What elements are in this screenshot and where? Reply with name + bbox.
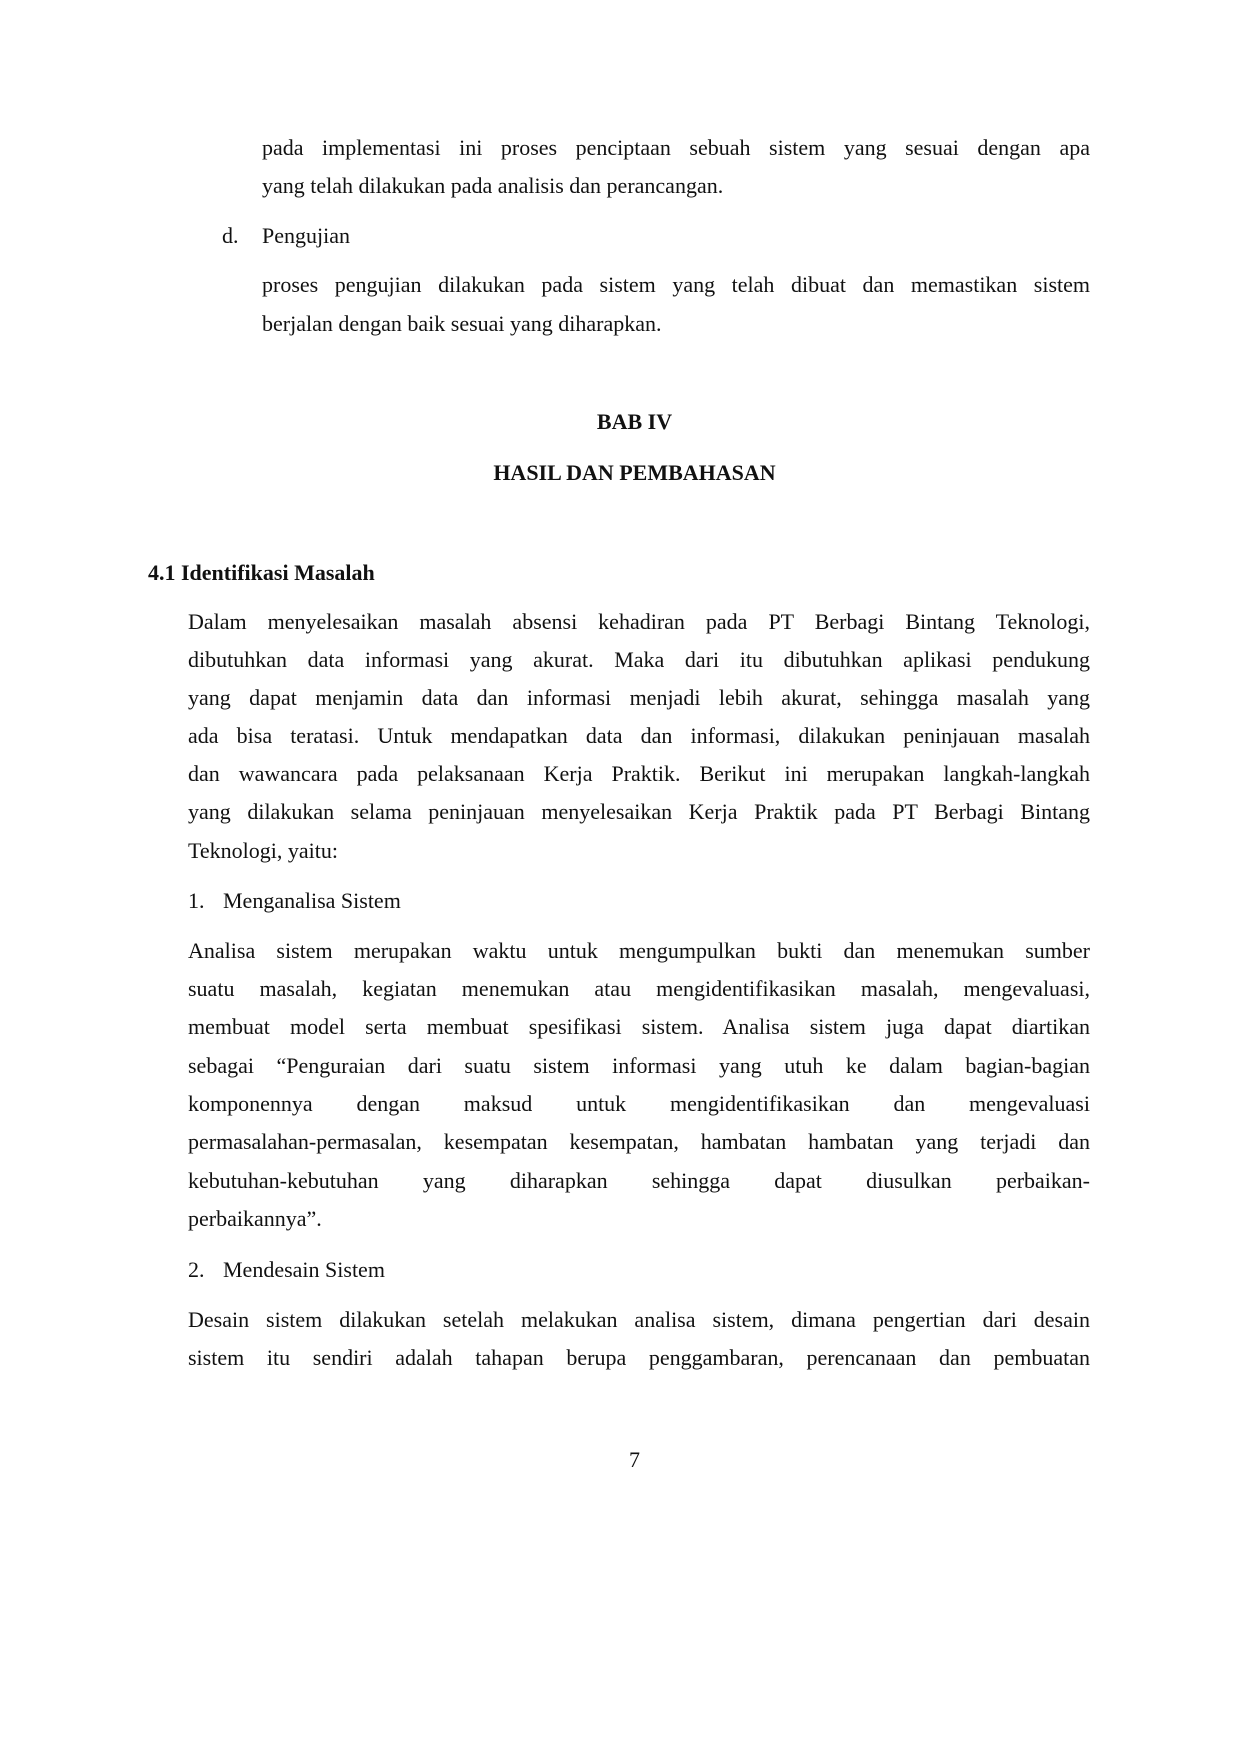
text-line: yang dapat menjamin data dan informasi menjadi lebih akurat, sehingga masalah yang [188,685,1090,710]
text-line: Analisa sistem merupakan waktu untuk mengumpulkan bukti dan menemukan sumber [188,938,1090,963]
text-line: ada bisa teratasi. Untuk mendapatkan data dan informasi, dilakukan peninjauan masalah [188,723,1090,748]
text-line: pada implementasi ini proses penciptaan sebuah sistem yang sesuai dengan apa [262,135,1090,160]
text-line: sistem itu sendiri adalah tahapan berupa penggambaran, perencanaan dan pembuatan [188,1345,1090,1370]
list-marker: d. [222,223,239,248]
text-line: sebagai “Penguraian dari suatu sistem informasi yang utuh ke dalam bagian-bagian [188,1053,1090,1078]
list-marker: 1. [188,888,205,913]
text-line: proses pengujian dilakukan pada sistem yang telah dibuat dan memastikan sistem [262,272,1090,297]
chapter-number: BAB IV [596,409,673,434]
list-marker: 2. [188,1257,205,1282]
text-line: permasalahan-permasalan, kesempatan kesempatan, hambatan hambatan yang terjadi dan [188,1129,1090,1154]
list-item-title: Menganalisa Sistem [223,888,401,913]
text-line: berjalan dengan baik sesuai yang diharapkan. [262,311,662,336]
list-item-title: Mendesain Sistem [223,1257,385,1282]
section-heading: 4.1 Identifikasi Masalah [148,560,375,585]
text-line: Teknologi, yaitu: [188,838,338,863]
text-line: Dalam menyelesaikan masalah absensi kehadiran pada PT Berbagi Bintang Teknologi, [188,609,1090,634]
text-line: yang dilakukan selama peninjauan menyelesaikan Kerja Praktik pada PT Berbagi Bintang [188,799,1090,824]
text-line: dan wawancara pada pelaksanaan Kerja Praktik. Berikut ini merupakan langkah-langkah [188,761,1090,786]
text-line: suatu masalah, kegiatan menemukan atau mengidentifikasikan masalah, mengevaluasi, [188,976,1090,1001]
text-line: membuat model serta membuat spesifikasi sistem. Analisa sistem juga dapat diartikan [188,1014,1090,1039]
text-line: perbaikannya”. [188,1206,322,1231]
text-line: kebutuhan-kebutuhan yang diharapkan sehingga dapat diusulkan perbaikan- [188,1168,1090,1193]
chapter-title: HASIL DAN PEMBAHASAN [493,460,776,485]
list-item-title: Pengujian [262,223,350,248]
page-number: 7 [629,1447,640,1472]
text-line: Desain sistem dilakukan setelah melakukan analisa sistem, dimana pengertian dari desain [188,1307,1090,1332]
text-line: yang telah dilakukan pada analisis dan perancangan. [262,173,724,198]
text-line: dibutuhkan data informasi yang akurat. Maka dari itu dibutuhkan aplikasi pendukung [188,647,1090,672]
text-line: komponennya dengan maksud untuk mengidentifikasikan dan mengevaluasi [188,1091,1090,1116]
